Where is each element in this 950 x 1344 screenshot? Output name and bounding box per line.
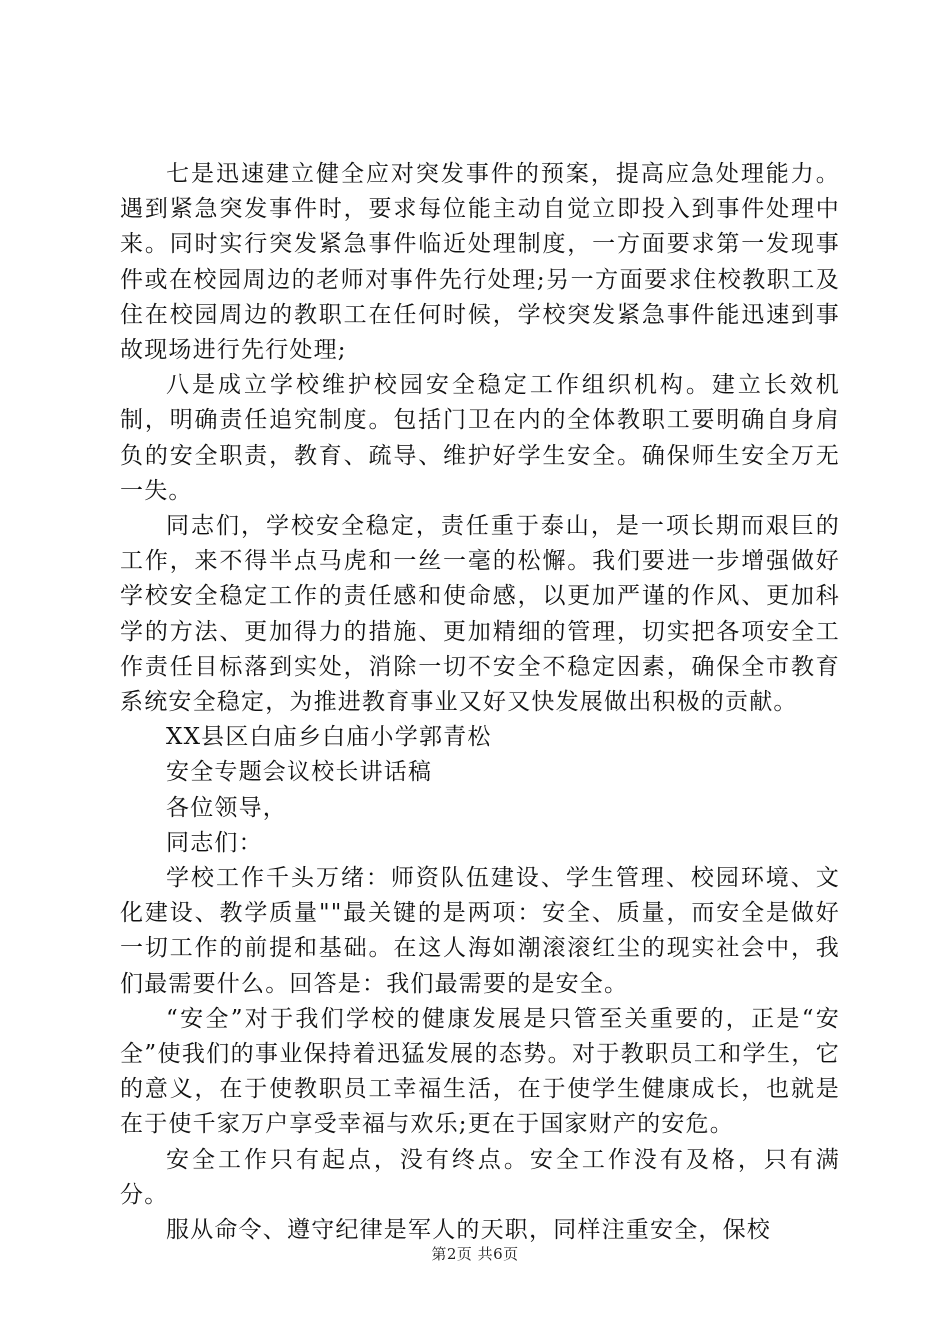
salutation-leaders: 各位领导， (166, 794, 287, 821)
paragraph-obey-orders: 服从命令、遵守纪律是军人的天职，同样注重安全，保校 (166, 1217, 771, 1244)
salutation-comrades: 同志们： (166, 829, 263, 856)
paragraph-closing-remarks: 同志们，学校安全稳定，责任重于泰山，是一项长期而艰巨的工作，来不得半点马虎和一丝一毫的松懈。我们要进一步增强做好学校安全稳定工作的责任感和使命感，以更加严谨的作风、更加科学的方法、更加得力的措施、更加精细的管理，切实把各项安全工作责任目标落到实处，消除一切不安全不稳定因素，确保全市教育系统安全稳定，为推进教育事业又好又快发展做出积极的贡献。 (120, 513, 840, 716)
paragraph-safety-importance: “安全”对于我们学校的健康发展是只管至关重要的，正是“安全”使我们的事业保持着迅猛发展的态势。对于教职员工和学生，它的意义，在于使教职员工幸福生活，在于使学生健康成长，也就是在于使千家万户享受幸福与欢乐;更在于国家财产的安危。 (120, 1005, 840, 1138)
author-signature: XX县区白庙乡白庙小学郭青松 (166, 724, 492, 751)
document-body (120, 157, 840, 1248)
speech-title: 安全专题会议校长讲话稿 (166, 759, 433, 786)
paragraph-safety-organization: 八是成立学校维护校园安全稳定工作组织机构。建立长效机制，明确责任追究制度。包括门卫在内的全体教职工要明确自身肩负的安全职责，教育、疏导、维护好学生安全。确保师生安全万无一失。 (120, 372, 840, 504)
paragraph-school-work: 学校工作千头万绪：师资队伍建设、学生管理、校园环境、文化建设、教学质量""最关键的是两项：安全、质量，而安全是做好一切工作的前提和基础。在这人海如潮滚滚红尘的现实社会中，我们最需要什么。回答是：我们最需要的是安全。 (120, 865, 840, 997)
paragraph-safety-work: 安全工作只有起点，没有终点。安全工作没有及格，只有满分。 (120, 1146, 840, 1208)
paragraph-emergency-plan: 七是迅速建立健全应对突发事件的预案，提高应急处理能力。遇到紧急突发事件时，要求每位能主动自觉立即投入到事件处理中来。同时实行突发紧急事件临近处理制度，一方面要求第一发现事件或在校园周边的老师对事件先行处理;另一方面要求住校教职工及住在校园周边的教职工在任何时候，学校突发紧急事件能迅速到事故现场进行先行处理; (120, 161, 840, 364)
page-footer: 第2页 共6页 (431, 1245, 519, 1263)
